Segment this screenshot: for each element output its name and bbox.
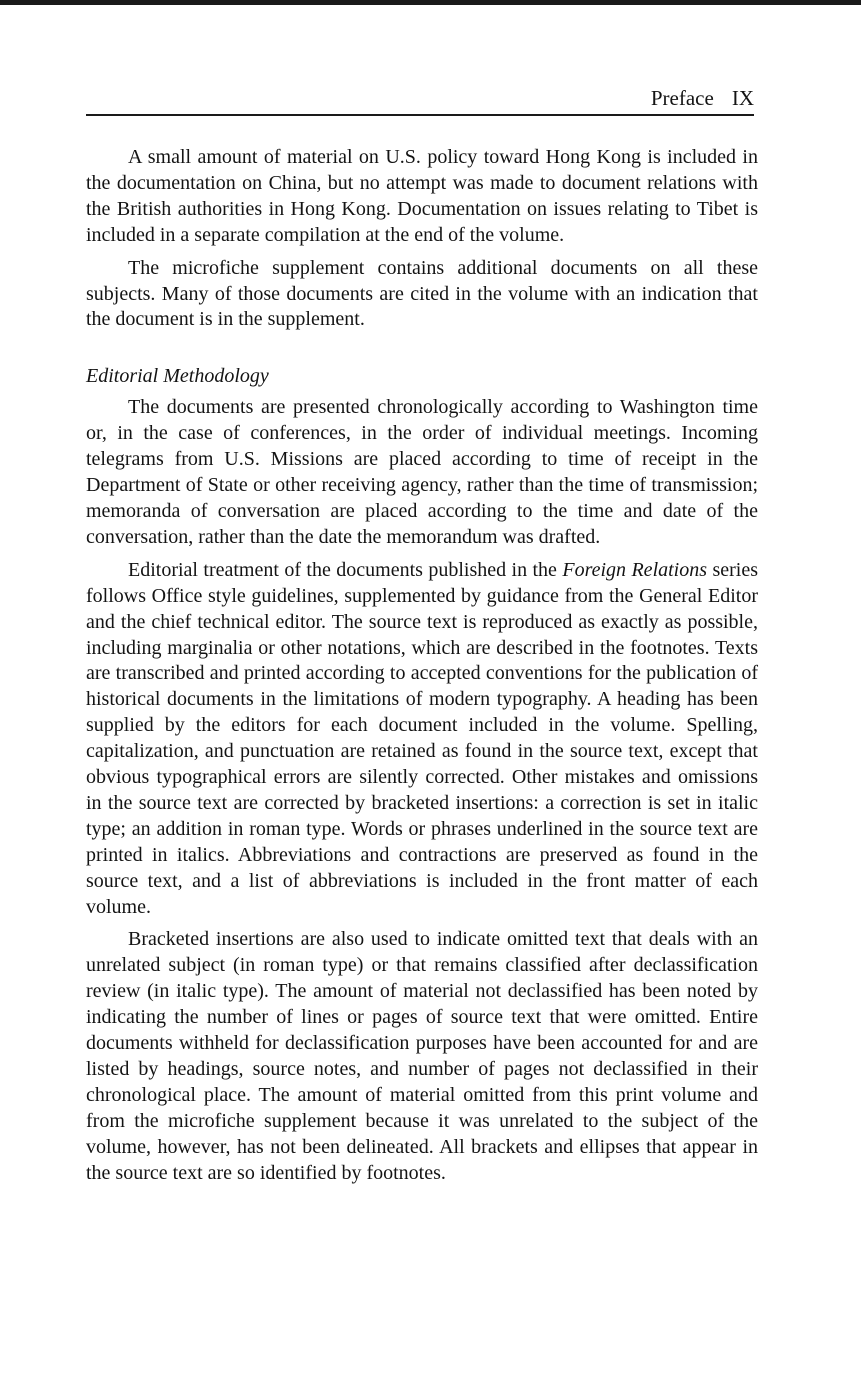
paragraph-bracketed-insertions: Bracketed insertions are also used to indicate omitted text that deals with an unrelated subject (in roman type) or that remains classified after declassification review (in italic type). The amount of material not declassified has been noted by indicating the number of lines or pages of source text that were omitted. Entire documents withheld for declassification purposes have been accounted for and are listed by headings, source notes, and number of pages not declassified in their chronological place. The amount of material omitted from this print volume and from the microfiche supplement because it was unrelated to the subject of the volume, however, has not been delineated. All brackets and ellipses that appear in the source text are so identified by footnotes. bbox=[86, 928, 758, 1184]
paragraph-editorial-rest: series follows Office style guidelines, supplemented by guidance from the General Editor and the chief technical editor. The source text is reproduced as exactly as possible, including marginalia or other notations, which are described in the footnotes. Texts are transcribed and printed according to accepted conventions for the publication of historical documents in the limitations of modern typography. A heading has been supplied by the editors for each document included in the volume. Spelling, capitalization, and punctuation are retained as found in the source text, except that obvious typographical errors are silently corrected. Other mistakes and omissions in the source text are corrected by bracketed insertions: a correction is set in italic type; an addition in roman type. Words or phrases underlined in the source text are printed in italics. Abbreviations and contractions are preserved as found in the source text, and a list of abbreviations is included in the front matter of each volume. bbox=[86, 558, 758, 918]
page-header bbox=[86, 84, 754, 116]
series-title: Foreign Relations bbox=[562, 558, 708, 581]
paragraph-chronology: The documents are presented chronologically according to Washington time or, in the case of conferences, in the order of individual meetings. Incoming telegrams from U.S. Missions are placed according to time of receipt in the Department of State or other receiving agency, rather than the time of transmission; memoranda of conversation are placed according to the time and date of the conversation, rather than the date the memorandum was drafted. bbox=[86, 396, 758, 548]
paragraph-editorial-lead: Editorial treatment of the documents published in the bbox=[128, 558, 563, 581]
page-body bbox=[86, 145, 758, 1187]
scan-top-edge bbox=[0, 0, 861, 5]
running-head bbox=[651, 84, 754, 112]
section-heading-editorial-methodology: Editorial Methodology bbox=[86, 365, 269, 388]
paragraph-editorial-treatment bbox=[86, 558, 758, 921]
paragraph-microfiche: The microfiche supplement contains additional documents on all these subjects. Many of those documents are cited in the volume with an indication that the document is in the supplement. bbox=[86, 256, 758, 331]
page-number: IX bbox=[731, 86, 754, 110]
running-head-title: Preface bbox=[650, 86, 714, 110]
paragraph-hong-kong-tibet: A small amount of material on U.S. policy toward Hong Kong is included in the documentation on China, but no attempt was made to document relations with the British authorities in Hong Kong. Documentation on issues relating to Tibet is included in a separate compilation at the end of the volume. bbox=[86, 146, 758, 246]
